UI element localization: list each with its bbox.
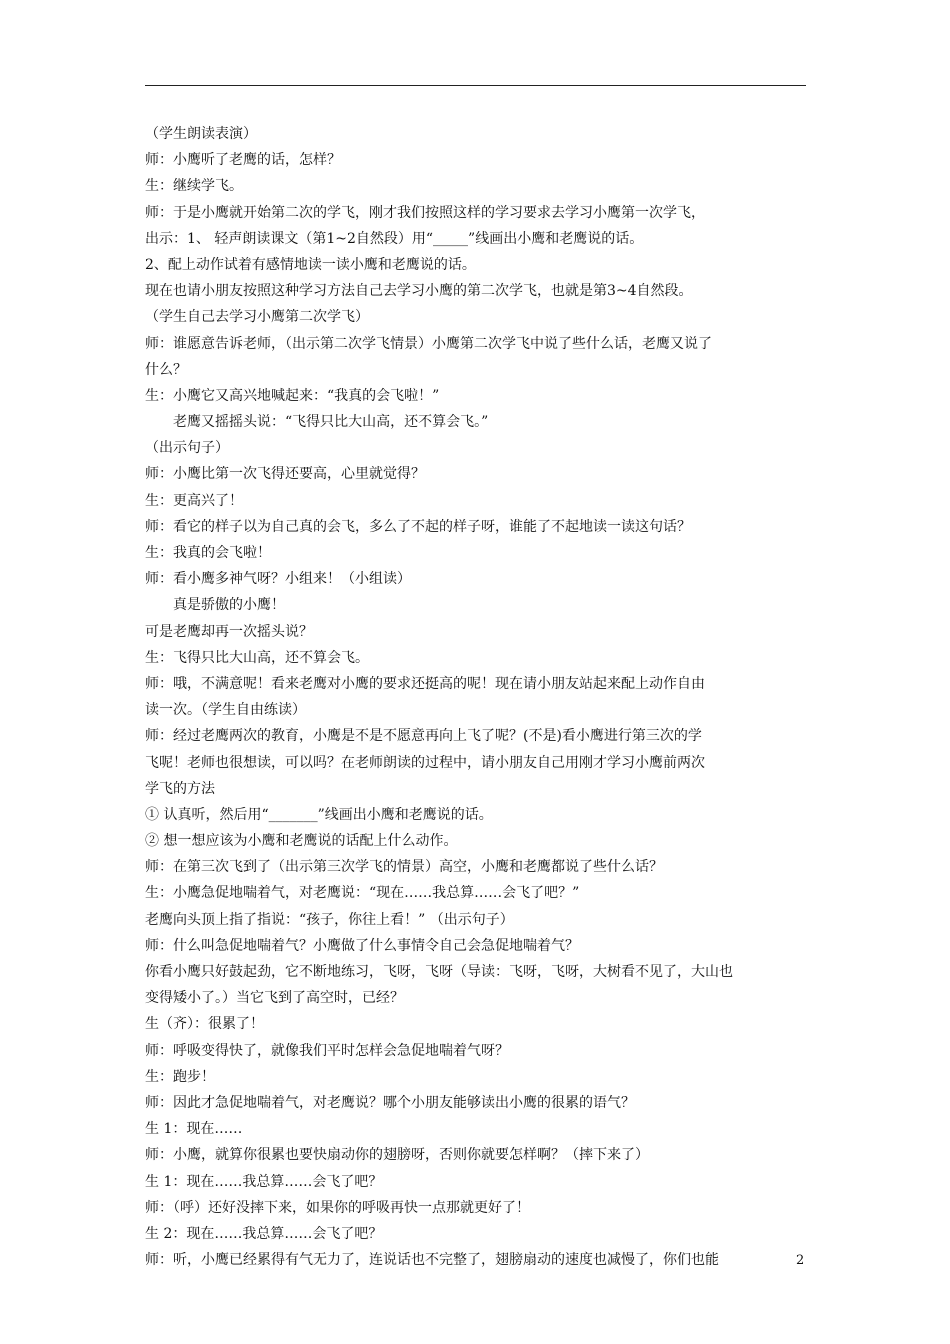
text-line: 师：谁愿意告诉老师，（出示第二次学飞情景）小鹰第二次学飞中说了些什么话，老鹰又说了 — [145, 335, 712, 352]
text-line: 你看小鹰只好鼓起劲，它不断地练习，飞呀，飞呀（导读：飞呀，飞呀，大树看不见了，大山也 — [145, 964, 733, 980]
text-line: （学生朗读表演） — [145, 126, 257, 142]
text-line: 2、配上动作试着有感情地读一读小鹰和老鹰说的话。 — [145, 256, 476, 273]
text-line: 老鹰又摇摇头说：“飞得只比大山高，还不算会飞。” — [173, 414, 489, 431]
text-line: 师：因此才急促地喘着气，对老鹰说？哪个小朋友能够读出小鹰的很累的语气？ — [145, 1094, 635, 1111]
text-line: 师：呼吸变得快了，就像我们平时怎样会急促地喘着气呀？ — [145, 1042, 509, 1059]
text-line: 生：飞得只比大山高，还不算会飞。 — [145, 649, 369, 666]
text-line: 师：在第三次飞到了（出示第三次学飞的情景）高空，小鹰和老鹰都说了些什么话？ — [145, 859, 663, 876]
text-line: 师：小鹰，就算你很累也要快扇动你的翅膀呀，否则你就要怎样啊？（摔下来了） — [145, 1147, 649, 1164]
text-line: 师：看它的样子以为自己真的会飞，多么了不起的样子呀，谁能了不起地读一读这句话？ — [145, 518, 691, 535]
text-line: 可是老鹰却再一次摇头说？ — [145, 623, 313, 640]
text-line: 现在也请小朋友按照这种学习方法自己去学习小鹰的第二次学飞，也就是第3~4自然段。 — [145, 283, 693, 300]
document-body — [145, 121, 810, 1273]
text-line: 师：哦，不满意呢！看来老鹰对小鹰的要求还挺高的呢！现在请小朋友站起来配上动作自由 — [145, 675, 705, 692]
text-line: 生（齐）：很累了！ — [145, 1016, 264, 1033]
text-line: 师：小鹰听了老鹰的话，怎样？ — [145, 152, 341, 169]
text-line: 师：（呼）还好没摔下来，如果你的呼吸再快一点那就更好了！ — [145, 1199, 530, 1216]
text-line: 什么？ — [145, 361, 187, 378]
text-line: 师：听，小鹰已经累得有气无力了，连说话也不完整了，翅膀扇动的速度也减慢了，你们也能 — [145, 1252, 719, 1269]
text-line: 生：小鹰急促地喘着气，对老鹰说：“现在……我总算……会飞了吧？” — [145, 885, 580, 902]
text-line: 生：继续学飞。 — [145, 178, 243, 195]
text-line: 师：于是小鹰就开始第二次的学飞，刚才我们按照这样的学习要求去学习小鹰第一次学飞， — [145, 204, 705, 221]
text-line: （学生自己去学习小鹰第二次学飞） — [145, 309, 369, 326]
text-line: 真是骄傲的小鹰！ — [173, 597, 285, 614]
text-line: 生：我真的会飞啦！ — [145, 545, 271, 561]
text-line: ② 想一想应该为小鹰和老鹰说的话配上什么动作。 — [145, 833, 458, 850]
page-number: 2 — [796, 1253, 805, 1268]
text-line: （出示句子） — [145, 440, 229, 457]
text-line: 读一次。（学生自由练读） — [145, 702, 306, 719]
text-line: 师：什么叫急促地喘着气？小鹰做了什么事情令自己会急促地喘着气？ — [145, 937, 579, 954]
text-line: 生：跑步！ — [145, 1068, 215, 1085]
text-line: 老鹰向头顶上指了指说：“孩子，你往上看！” （出示句子） — [145, 911, 514, 928]
text-line: 生：更高兴了！ — [145, 492, 243, 509]
text-line: 师：看小鹰多神气呀？小组来！（小组读） — [145, 571, 411, 588]
text-line: ① 认真听，然后用“_______”线画出小鹰和老鹰说的话。 — [145, 806, 493, 823]
text-line: 生 1：现在…… — [145, 1121, 243, 1138]
header-rule — [145, 85, 806, 86]
text-line: 出示：1、 轻声朗读课文（第1~2自然段）用“_____”线画出小鹰和老鹰说的话。 — [145, 230, 644, 247]
text-line: 生 2：现在……我总算……会飞了吧？ — [145, 1225, 383, 1242]
text-line: 生 1：现在……我总算……会飞了吧？ — [145, 1173, 383, 1190]
text-line: 生：小鹰它又高兴地喊起来：“我真的会飞啦！” — [145, 387, 440, 404]
text-line: 师：小鹰比第一次飞得还要高，心里就觉得？ — [145, 466, 425, 483]
text-line: 变得矮小了。）当它飞到了高空时，已经？ — [145, 990, 404, 1007]
text-line: 学飞的方法 — [145, 780, 215, 797]
text-line: 师：经过老鹰两次的教育，小鹰是不是不愿意再向上飞了呢？(不是)看小鹰进行第三次的学 — [145, 728, 702, 745]
text-line: 飞呢！老师也很想读，可以吗？在老师朗读的过程中，请小朋友自己用刚才学习小鹰前两次 — [145, 754, 705, 771]
